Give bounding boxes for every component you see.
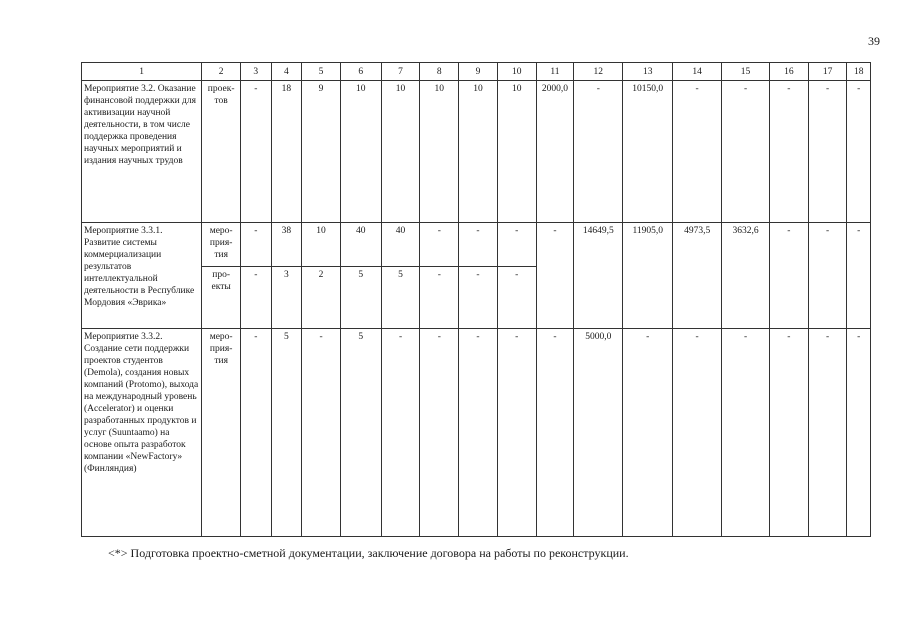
value-cell: - [420, 329, 459, 537]
value-cell: - [420, 267, 459, 329]
value-cell: 10 [497, 81, 536, 223]
value-cell: - [673, 329, 722, 537]
value-cell: - [459, 329, 498, 537]
value-cell: 5 [381, 267, 420, 329]
activity-name: Мероприятие 3.2. Оказание финансовой поддержки для активизации научной деятельности, в том числе поддержка проведения научных мероприятий и издания научных трудов [82, 81, 202, 223]
unit-cell: меро-прия-тия [202, 329, 241, 537]
value-cell: - [497, 267, 536, 329]
page-number: 39 [868, 34, 880, 48]
column-header: 12 [574, 63, 623, 81]
column-header: 18 [847, 63, 871, 81]
value-cell: - [770, 81, 809, 223]
value-cell: - [574, 81, 623, 223]
value-cell: 11905,0 [623, 223, 673, 329]
value-cell: 40 [381, 223, 420, 267]
value-cell: - [459, 223, 498, 267]
table-row [82, 329, 871, 537]
footnote: <*> Подготовка проектно-сметной документации, заключение договора на работы по реконструкции. [108, 546, 629, 560]
value-cell: - [808, 223, 847, 329]
value-cell: - [497, 329, 536, 537]
activity-name: Мероприятие 3.3.2. Создание сети поддержки проектов студентов (Demola), создания новых компаний (Protomo), выхода на международный уровень (Accelerator) и оценки разработанных продуктов и услуг (Suuntaamo) на основе опыта разработок компании «NewFactory» (Финляндия) [82, 329, 202, 537]
column-header: 5 [302, 63, 341, 81]
value-cell: 10 [340, 81, 381, 223]
value-cell: 5000,0 [574, 329, 623, 537]
column-header: 14 [673, 63, 722, 81]
value-cell: - [808, 329, 847, 537]
value-cell: 10 [459, 81, 498, 223]
unit-cell: меро-прия-тия [202, 223, 241, 267]
value-cell: 9 [302, 81, 341, 223]
value-cell: - [497, 223, 536, 267]
value-cell: - [673, 81, 722, 223]
column-header: 1 [82, 63, 202, 81]
table-row [82, 223, 871, 267]
value-cell: - [241, 81, 272, 223]
value-cell: - [770, 223, 809, 329]
value-cell: 10 [381, 81, 420, 223]
column-header: 10 [497, 63, 536, 81]
column-header: 6 [340, 63, 381, 81]
value-cell: - [722, 81, 770, 223]
value-cell: - [381, 329, 420, 537]
column-header: 9 [459, 63, 498, 81]
unit-cell: проек-тов [202, 81, 241, 223]
column-header: 13 [623, 63, 673, 81]
value-cell: - [770, 329, 809, 537]
value-cell: 3 [271, 267, 302, 329]
value-cell: - [847, 329, 871, 537]
table-row [82, 81, 871, 223]
column-header: 17 [808, 63, 847, 81]
value-cell: - [241, 223, 272, 267]
value-cell: 5 [271, 329, 302, 537]
value-cell: 3632,6 [722, 223, 770, 329]
column-header: 3 [241, 63, 272, 81]
column-header: 4 [271, 63, 302, 81]
column-header: 15 [722, 63, 770, 81]
column-header: 16 [770, 63, 809, 81]
value-cell: - [241, 329, 272, 537]
value-cell: - [241, 267, 272, 329]
value-cell: 38 [271, 223, 302, 267]
value-cell: - [302, 329, 341, 537]
value-cell: - [722, 329, 770, 537]
activity-name: Мероприятие 3.3.1. Развитие системы коммерциализации результатов интеллектуальной деятельности в Республике Мордовия «Эврика» [82, 223, 202, 329]
value-cell: 4973,5 [673, 223, 722, 329]
value-cell: 10 [420, 81, 459, 223]
column-header: 7 [381, 63, 420, 81]
value-cell: 5 [340, 329, 381, 537]
value-cell: 14649,5 [574, 223, 623, 329]
data-table [81, 62, 871, 537]
value-cell: 5 [340, 267, 381, 329]
value-cell: - [459, 267, 498, 329]
value-cell: - [847, 223, 871, 329]
value-cell: - [808, 81, 847, 223]
table-header-row [82, 63, 871, 81]
value-cell: 10150,0 [623, 81, 673, 223]
value-cell: 18 [271, 81, 302, 223]
value-cell: 10 [302, 223, 341, 267]
column-header: 8 [420, 63, 459, 81]
value-cell: 2000,0 [536, 81, 574, 223]
value-cell: - [536, 329, 574, 537]
value-cell: - [847, 81, 871, 223]
value-cell: - [623, 329, 673, 537]
value-cell: 2 [302, 267, 341, 329]
value-cell: 40 [340, 223, 381, 267]
column-header: 2 [202, 63, 241, 81]
value-cell: - [420, 223, 459, 267]
unit-cell: про-екты [202, 267, 241, 329]
column-header: 11 [536, 63, 574, 81]
value-cell: - [536, 223, 574, 329]
